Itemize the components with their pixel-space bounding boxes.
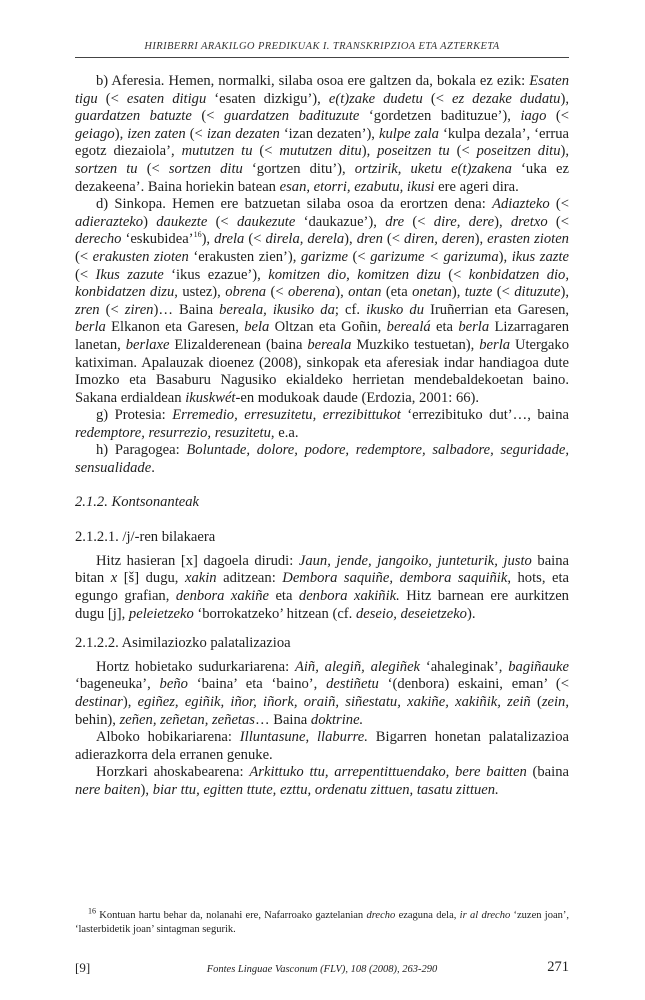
text-run: redemptore, resurrezio, resuzitetu (75, 424, 271, 441)
text-run: beño (159, 676, 188, 693)
text-run: … Baina (254, 711, 311, 728)
text-run: h) Paragogea: (96, 442, 187, 459)
text-run: (< (97, 90, 127, 107)
text-run: (< (185, 125, 207, 142)
text-run: aditzean: (216, 570, 283, 587)
page-number: 271 (547, 959, 569, 975)
text-run: ‘izan dezaten’), (279, 125, 379, 142)
section-heading-kontsonanteak: 2.1.2. Kontsonanteak (75, 493, 200, 510)
text-run: esaten ditigu (126, 90, 207, 107)
text-run: (baina (526, 764, 569, 781)
text-run: baina bitan (75, 552, 570, 587)
footer-section-number: [9] (75, 960, 91, 975)
text-run: d) Sinkopa. Hemen ere batzuetan silaba osoa da erortzen dena: (96, 196, 493, 213)
text-run: zein (541, 694, 566, 710)
text-run: (eta (381, 284, 413, 301)
text-run: garizume < garizuma (370, 248, 499, 265)
text-run: ‘gortzen ditu’), (242, 160, 355, 177)
text-run: ), (498, 248, 512, 265)
text-run: drela (214, 231, 245, 248)
text-run: ontan (348, 284, 382, 301)
text-run: Dembora saquiñe, dembora saquiñik (282, 570, 508, 587)
text-run: xakin (184, 570, 217, 587)
text-run: (< (440, 266, 469, 283)
text-run: ), (335, 284, 349, 301)
text-run: guardatzen batuzte (75, 108, 192, 125)
footnote-16 (75, 906, 569, 936)
text-run: ) (143, 213, 157, 230)
text-run: ), (474, 231, 488, 248)
text-run: (< (422, 90, 452, 107)
text-run: ; cf. (334, 301, 367, 318)
text-run: erakusten zioten (92, 248, 189, 265)
text-run: -en modukoak daude (Erdozia, 2001: 66). (235, 389, 480, 406)
text-run: eta (269, 588, 299, 605)
text-run: deseio, deseietzeko (355, 605, 467, 622)
text-run: poseitzen ditu (476, 143, 561, 160)
text-run: guardatzen badituzute (223, 108, 360, 125)
text-run: ‘kulpa dezala’, ‘errua egotz diezaiola’, (75, 125, 569, 160)
text-run: Aiñ, alegiñ, alegiñek (294, 658, 421, 675)
text-run: zren (75, 301, 100, 318)
text-run: dituzute (514, 284, 561, 301)
text-run: ‘borrokatzeko’ hitzean (cf. (193, 605, 356, 622)
text-run: ikus zazte (511, 248, 569, 265)
text-run: berla (458, 319, 490, 336)
text-run: ), (494, 213, 511, 230)
text-run: mututzen ditu (279, 143, 362, 160)
text-run: Arkittuko ttu, arrepentittuendako, bere baitten (249, 764, 527, 781)
text-run: (< (404, 213, 434, 230)
main-text (75, 73, 569, 800)
text-run: (< (382, 231, 405, 248)
text-run: Hortz hobietako sudurkariarena: (96, 658, 295, 675)
text-run: mututzen tu (181, 143, 253, 160)
text-run: (< (546, 108, 569, 125)
text-run: , hots, eta egungo grafian, (75, 570, 569, 605)
text-run: destinar (75, 694, 123, 710)
text-run: , behin), (75, 694, 569, 728)
text-run: ), (201, 231, 215, 248)
text-run: eta (430, 319, 459, 336)
text-run: (< (449, 143, 477, 160)
text-run: dren (356, 231, 383, 248)
text-run: ), (114, 125, 128, 142)
text-run: (< (549, 196, 569, 213)
text-run: bagiñauke (508, 658, 570, 675)
running-header: HIRIBERRI ARAKILGO PREDIKUAK I. TRANSKRIPZIOA ETA AZTERKETA (144, 41, 500, 52)
text-run: komitzen dio, komitzen dizu (268, 266, 441, 283)
text-run: garizme (300, 248, 348, 265)
text-run: Lizarragaren lanetan, (75, 319, 570, 353)
paragraph-alboko (75, 729, 569, 764)
text-run: doktrine. (310, 711, 364, 728)
text-run: Ikus zazute (95, 266, 164, 283)
paragraph-hitz-hasieran (75, 553, 569, 623)
text-run: ). (466, 605, 476, 622)
text-run: (< (137, 160, 169, 177)
text-run: ), (122, 694, 138, 710)
text-run: denbora xakiñik. (298, 588, 400, 605)
text-run: berla (75, 319, 106, 336)
paragraph-protesia (75, 407, 569, 442)
text-run: b) Aferesia. Hemen, normalki, silaba osoa ere galtzen da, bokala ez ezik: (96, 73, 530, 89)
paragraph-hortz (75, 659, 569, 729)
text-run: ‘errezibituko dut’…, baina (400, 407, 569, 424)
text-run: dre (385, 213, 405, 230)
text-run: (< (266, 284, 288, 301)
text-run: direla, derela (265, 231, 345, 248)
text-run: berla (479, 336, 511, 353)
text-run: ere ageri dira. (434, 178, 519, 195)
text-run: sortzen ditu (168, 160, 243, 177)
text-run: geiago (75, 125, 115, 142)
text-run: . (151, 460, 155, 477)
text-run: ( (530, 694, 542, 710)
text-run: (< (75, 248, 93, 265)
text-run: ), (140, 781, 153, 798)
text-run: zeñen, zeñetan, zeñetas (119, 711, 255, 728)
text-run: Utergako katiximan. Apalauzak dioenez (2008), sinkopak eta aferesiak indar handiagoa dute Imozko eta Basaburu Nagusiko ekialdeko herrietan mendebaldekoetan baino. Sakana erdialdean (75, 336, 569, 406)
text-run: (< (547, 213, 569, 230)
text-run: ‘ikus ezazue’), (163, 266, 269, 283)
text-run: ez dezake dudatu (451, 90, 561, 107)
text-run: poseitzen tu (377, 143, 450, 160)
text-run: ‘ahaleginak’, (420, 658, 509, 675)
text-run: Adiazteko (492, 196, 550, 213)
text-run: ‘gordetzen badituzue’), (359, 108, 521, 125)
text-run: bereala, ikusiko da (219, 301, 335, 318)
text-run: obrena (225, 284, 267, 301)
text-run: [š] dugu, (117, 570, 185, 587)
subsection-heading-asimilazio: 2.1.2.2. Asimilaziozko palatalizazioa (75, 635, 291, 652)
subsection-heading-j-bilakaera: 2.1.2.1. /j/-ren bilakaera (75, 529, 216, 546)
text-run: daukezute (236, 213, 296, 230)
text-run: Muzkiko testuetan), (351, 336, 480, 353)
header-rule (75, 57, 569, 58)
text-run: ‘eskubidea’ (121, 231, 194, 248)
text-run: esan, etorri, ezabutu, ikusi (279, 178, 435, 195)
text-run: ‘baina’ eta ‘baino’, (187, 676, 327, 693)
text-run: nere baiten (75, 781, 141, 798)
text-run: Jaun, jende, jangoiko, junteturik, justo (298, 552, 532, 569)
text-run: ), (344, 231, 357, 248)
text-run: (< (191, 108, 224, 125)
text-run: erasten zioten (487, 231, 569, 248)
text-run: (< (75, 266, 96, 283)
text-run: kulpe zala (379, 125, 439, 142)
text-run: (< (99, 301, 125, 318)
text-run: ‘zuzen joan’, ‘lasterbidetik joan’ sintagman segurik. (75, 910, 569, 935)
text-run: , e.a. (270, 424, 299, 441)
text-run: Bigarren honetan palatalizazioa adierazkorra dela erranen genuke. (75, 729, 569, 763)
text-run: daukezte (156, 213, 208, 230)
paragraph-aferesia (75, 73, 569, 196)
text-run: destiñetu (326, 676, 379, 693)
text-run: x (110, 570, 118, 587)
text-run: dretxo (510, 213, 548, 230)
text-run: Kontuan hartu behar da, nolanahi ere, Nafarroako gaztelanian (96, 910, 367, 921)
text-run: Boluntade, dolore, podore, redemptore, salbadore, seguridade, sensualidade (75, 442, 569, 477)
text-run: Iruñerrian eta Garesen, (424, 301, 570, 318)
text-run: e(t)zake dudetu (328, 90, 423, 107)
text-run: egiñez, egiñik, iñor, iñork, oraiñ, siñestatu, xakiñe, xakiñik, zeiñ (137, 694, 531, 710)
text-run: (< (244, 231, 266, 248)
text-run: ‘daukazue’), (295, 213, 386, 230)
text-run: Esaten tigu (75, 73, 569, 107)
text-run: Illuntasune, llaburre. (239, 729, 368, 746)
text-run: derecho (75, 231, 122, 248)
text-run: ), (560, 90, 569, 107)
text-run: diren, deren (404, 231, 475, 248)
text-run: (< (492, 284, 515, 301)
text-run: ezaguna dela, (395, 910, 460, 921)
text-run: 16 (193, 230, 202, 240)
text-run: ‘uka ez dezakeena’. Baina horiekin batean (75, 160, 570, 195)
text-run: izan dezaten (206, 125, 280, 142)
text-run: ‘erakusten zien’), (188, 248, 301, 265)
footer-citation: Fontes Linguae Vasconum (FLV), 108 (2008), 263-290 (206, 964, 438, 975)
text-run: ziren (124, 301, 154, 318)
text-run: oberena (287, 284, 336, 301)
text-run: onetan (412, 284, 452, 301)
text-run: berealá (386, 319, 431, 336)
paragraph-horzkari (75, 764, 569, 799)
text-run: Hitz hasieran [x] dagoela dirudi: (96, 552, 299, 569)
text-run: ), (451, 284, 465, 301)
text-run: konbidatzen dio, konbidatzen dizu (75, 266, 569, 301)
text-run: (< (252, 143, 280, 160)
text-run: ikuskwét (185, 389, 236, 406)
text-run: Erremedio, erresuzitetu, errezibittukot (172, 407, 401, 424)
page-footer (75, 956, 569, 976)
text-run: Elizalderenean (baina (169, 336, 308, 353)
text-run: iago (520, 108, 547, 125)
text-run: 16 (88, 906, 96, 916)
text-run: izen zaten (127, 125, 186, 142)
footnote-area (75, 906, 569, 936)
text-run: bereala (307, 336, 352, 353)
text-run: (< (207, 213, 237, 230)
text-run: Alboko hobikariarena: (96, 729, 240, 746)
text-run: berlaxe (125, 336, 170, 353)
paragraph-paragogea (75, 442, 569, 477)
text-run: dire, dere (433, 213, 495, 230)
text-run: peleietzeko (128, 605, 194, 622)
text-run: Elkanon eta Garesen, (105, 319, 245, 336)
text-run: (< (347, 248, 371, 265)
text-run: ikusko du (366, 301, 425, 318)
text-run: adierazteko (75, 213, 144, 230)
text-run: Horzkari ahoskabearena: (96, 764, 250, 781)
text-run: bela (244, 319, 270, 336)
text-run: drecho (366, 910, 396, 921)
text-run: ‘(denbora) eskaini, eman’ (< (378, 676, 569, 693)
text-run: )… Baina (153, 301, 220, 318)
text-run: sortzen tu (75, 160, 138, 177)
text-run: ), (560, 143, 570, 160)
text-run: denbora xakiñe (175, 588, 269, 605)
paragraph-sinkopa (75, 196, 569, 407)
text-run: Hitz barnean ere aurkitzen dugu [j], (75, 588, 569, 622)
text-run: tuzte (464, 284, 493, 301)
text-run: biar ttu, egitten ttute, ezttu, ordenatu zittuen, tasatu zittuen. (152, 781, 499, 798)
text-run: Oltzan eta Goñin, (269, 319, 387, 336)
text-run: ), (560, 284, 569, 301)
text-run: ortzirik, uketu e(t)zakena (354, 160, 512, 177)
text-run: g) Protesia: (96, 407, 173, 424)
text-run: ‘bageneuka’, (75, 676, 160, 693)
text-run: , ustez), (174, 284, 226, 301)
text-run: ‘esaten dizkigu’), (206, 90, 329, 107)
text-run: ), (361, 143, 378, 160)
text-run: ir al drecho (459, 910, 511, 921)
